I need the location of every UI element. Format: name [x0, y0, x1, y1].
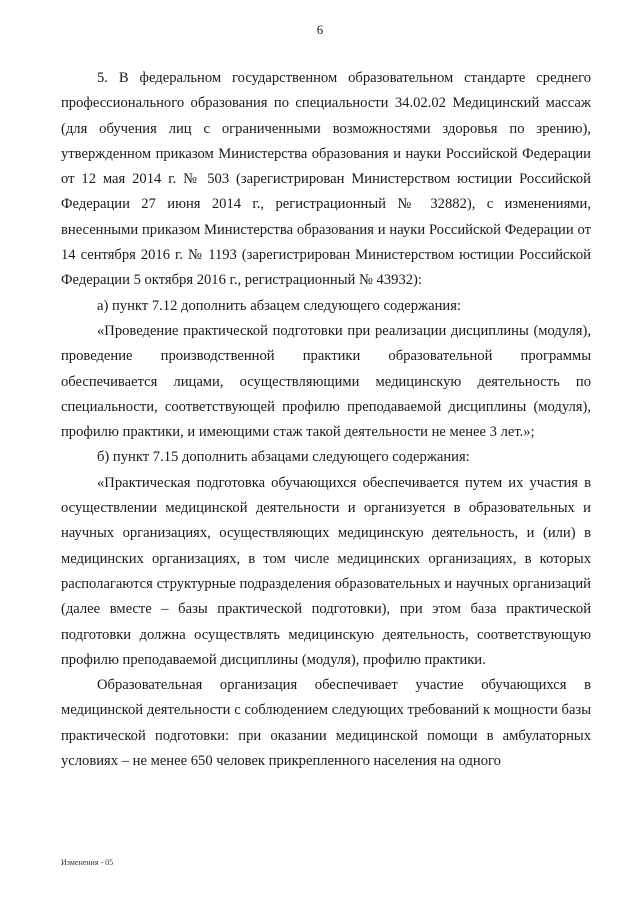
page-number: 6 — [316, 22, 324, 37]
paragraph-quote-7-12: «Проведение практической подготовки при реализации дисциплины (модуля), проведение производственной практики образовательной программы обеспечивается лицами, осуществляющими медицинскую деятельность по специальности, соответствующей профилю преподаваемой дисциплины (модуля), профилю практики, и имеющими стаж такой деятельности не менее 3 лет.»; — [61, 322, 591, 441]
paragraph-requirements: Образовательная организация обеспечивает участие обучающихся в медицинской деятельности с соблюдением следующих требований к мощности базы практической подготовки: при оказании медицинской помощи в амбулаторных условиях – не менее 650 человек прикрепленного населения на одного — [61, 677, 591, 770]
paragraph-item-5: 5. В федеральном государственном образовательном стандарте среднего профессионального образования по специальности 34.02.02 Медицинский массаж (для обучения лиц с ограниченными возможностями здоровья по зрению), утвержденном приказом Министерства образования и науки Российской Федерации от 12 мая 2014 г. № 503 (зарегистрирован Министерством юстиции Российской Федерации 27 июня 2014 г., регистрационный № 32882), с изменениями, внесенными приказом Министерства образования и науки Российской Федерации от 14 сентября 2016 г. № 1193 (зарегистрирован Министерством юстиции Российской Федерации 5 октября 2016 г., регистрационный № 43932): — [61, 70, 591, 289]
paragraph-subitem-a: а) пункт 7.12 дополнить абзацем следующего содержания: — [97, 297, 462, 314]
paragraph-subitem-b: б) пункт 7.15 дополнить абзацами следующего содержания: — [97, 449, 470, 466]
page-footer: Изменения - 05 — [61, 858, 114, 867]
paragraph-quote-7-15: «Практическая подготовка обучающихся обеспечивается путем их участия в осуществлении медицинской деятельности и организуется в образовательных и научных организациях, осуществляющих медицинскую деятельность, и (или) в медицинских организациях, в том числе медицинских организациях, в которых располагаются структурные подразделения образовательных и научных организаций (далее вместе – базы практической подготовки), при этом база практической подготовки должна осуществлять медицинскую деятельность, соответствующую профилю преподаваемой дисциплины (модуля), профилю практики. — [61, 474, 591, 668]
document-body — [61, 66, 591, 774]
